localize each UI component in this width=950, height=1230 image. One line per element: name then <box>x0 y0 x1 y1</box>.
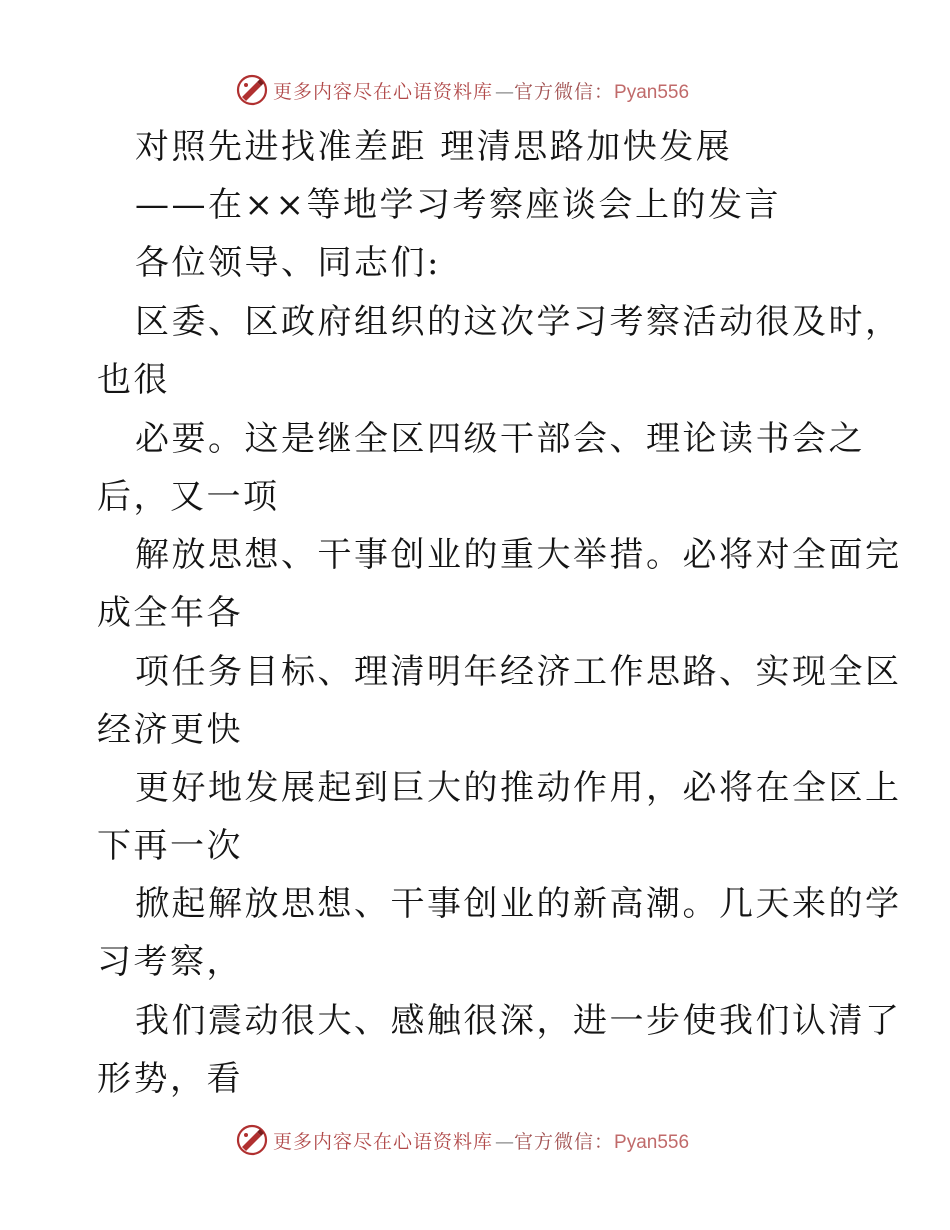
paragraph-line: 掀起解放思想、干事创业的新高潮。几天来的学 <box>135 884 902 924</box>
paragraph-line: 成全年各 <box>97 593 243 633</box>
pen-seal-logo-icon <box>235 1123 269 1157</box>
paragraph-line: 习考察， <box>97 942 243 982</box>
paragraph-line: 更好地发展起到巨大的推动作用，必将在全区上 <box>135 768 902 808</box>
watermark-footer <box>235 1122 715 1158</box>
watermark-text <box>273 1127 689 1154</box>
paragraph-line: 也很 <box>97 360 170 400</box>
paragraph-line: 后，又一项 <box>97 477 280 517</box>
doc-salutation: 各位领导、同志们: <box>135 243 441 283</box>
paragraph-line: 我们震动很大、感触很深，进一步使我们认清了 <box>135 1001 902 1041</box>
watermark-official: 官方微信： <box>514 80 615 103</box>
paragraph-line: 区委、区政府组织的这次学习考察活动很及时， <box>135 302 902 342</box>
watermark-id: Pyan556 <box>614 1131 690 1153</box>
watermark-site: 更多内容尽在心语资料库 <box>273 80 494 103</box>
doc-subtitle: ——在××等地学习考察座谈会上的发言 <box>135 185 781 225</box>
watermark-dash: — <box>495 1130 513 1153</box>
paragraph-line: 项任务目标、理清明年经济工作思路、实现全区 <box>135 652 902 692</box>
watermark-dash: — <box>495 80 513 103</box>
watermark-site: 更多内容尽在心语资料库 <box>273 1130 494 1153</box>
paragraph-line: 必要。这是继全区四级干部会、理论读书会之 <box>135 419 865 459</box>
paragraph-line: 形势，看 <box>97 1059 243 1099</box>
watermark-text <box>273 77 689 104</box>
paragraph-line: 解放思想、干事创业的重大举措。必将对全面完 <box>135 535 902 575</box>
doc-title: 对照先进找准差距 理清思路加快发展 <box>135 127 733 167</box>
watermark-official: 官方微信： <box>514 1130 615 1153</box>
pen-seal-logo-icon <box>235 73 269 107</box>
paragraph-line: 下再一次 <box>97 826 243 866</box>
watermark-id: Pyan556 <box>614 81 690 103</box>
watermark-header <box>235 72 715 108</box>
paragraph-line: 经济更快 <box>97 710 243 750</box>
